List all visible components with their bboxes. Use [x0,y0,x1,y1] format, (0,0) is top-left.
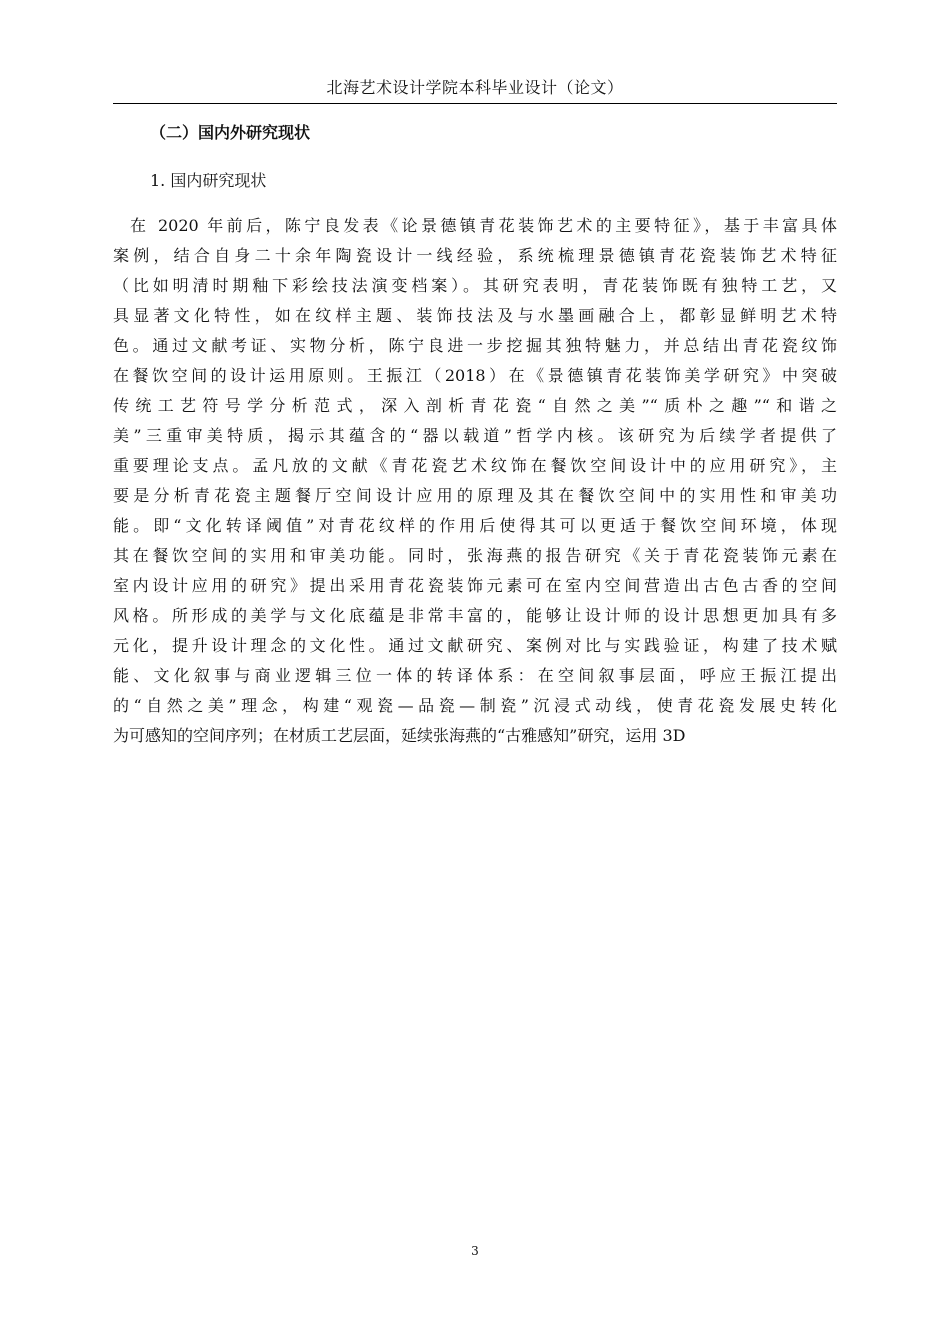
paragraph-line: 具显著文化特性，如在纹样主题、装饰技法及与水墨画融合上，都彰显鲜明艺术特 [113,306,837,325]
paragraph-line: 美”三重审美特质，揭示其蕴含的“器以载道”哲学内核。该研究为后续学者提供了 [113,426,837,445]
header-title: 北海艺术设计学院本科毕业设计（论文） [326,78,624,97]
paragraph-line: 在 2020 年前后，陈宁良发表《论景德镇青花装饰艺术的主要特征》，基于丰富具体 [113,216,837,235]
body-paragraph [113,211,837,751]
paragraph-line: （比如明清时期釉下彩绘技法演变档案）。其研究表明，青花装饰既有独特工艺，又 [113,276,837,295]
paragraph-line: 能。即“文化转译阈值”对青花纹样的作用后使得其可以更适于餐饮空间环境，体现 [113,516,837,535]
paragraph-line: 室内设计应用的研究》提出采用青花瓷装饰元素可在室内空间营造出古色古香的空间 [113,576,837,595]
section-heading: （二）国内外研究现状 [150,123,311,142]
page-header [113,73,837,104]
paragraph-line: 要是分析青花瓷主题餐厅空间设计应用的原理及其在餐饮空间中的实用性和审美功 [113,486,837,505]
paragraph-line: 重要理论支点。孟凡放的文献《青花瓷艺术纹饰在餐饮空间设计中的应用研究》，主 [113,456,837,475]
paragraph-line: 元化，提升设计理念的文化性。通过文献研究、案例对比与实践验证，构建了技术赋 [113,636,837,655]
paragraph-line: 传统工艺符号学分析范式，深入剖析青花瓷“自然之美”“质朴之趣”“和谐之 [113,396,837,415]
paragraph-line: 案例，结合自身二十余年陶瓷设计一线经验，系统梳理景德镇青花瓷装饰艺术特征 [113,246,837,265]
paragraph-line: 色。通过文献考证、实物分析，陈宁良进一步挖掘其独特魅力，并总结出青花瓷纹饰 [113,336,837,355]
paragraph-line: 风格。所形成的美学与文化底蕴是非常丰富的，能够让设计师的设计思想更加具有多 [113,606,837,625]
paragraph-line: 能、文化叙事与商业逻辑三位一体的转译体系：在空间叙事层面，呼应王振江提出 [113,666,837,685]
paragraph-line: 其在餐饮空间的实用和审美功能。同时，张海燕的报告研究《关于青花瓷装饰元素在 [113,546,837,565]
paragraph-line: 的“自然之美”理念，构建“观瓷—品瓷—制瓷”沉浸式动线，使青花瓷发展史转化 [113,696,837,715]
page-number: 3 [471,1244,479,1258]
paragraph-line: 在餐饮空间的设计运用原则。王振江（2018）在《景德镇青花装饰美学研究》中突破 [113,366,837,385]
paragraph-line: 为可感知的空间序列；在材质工艺层面，延续张海燕的“古雅感知”研究，运用 3D [113,726,686,745]
subsection-heading: 1. 国内研究现状 [150,171,267,190]
